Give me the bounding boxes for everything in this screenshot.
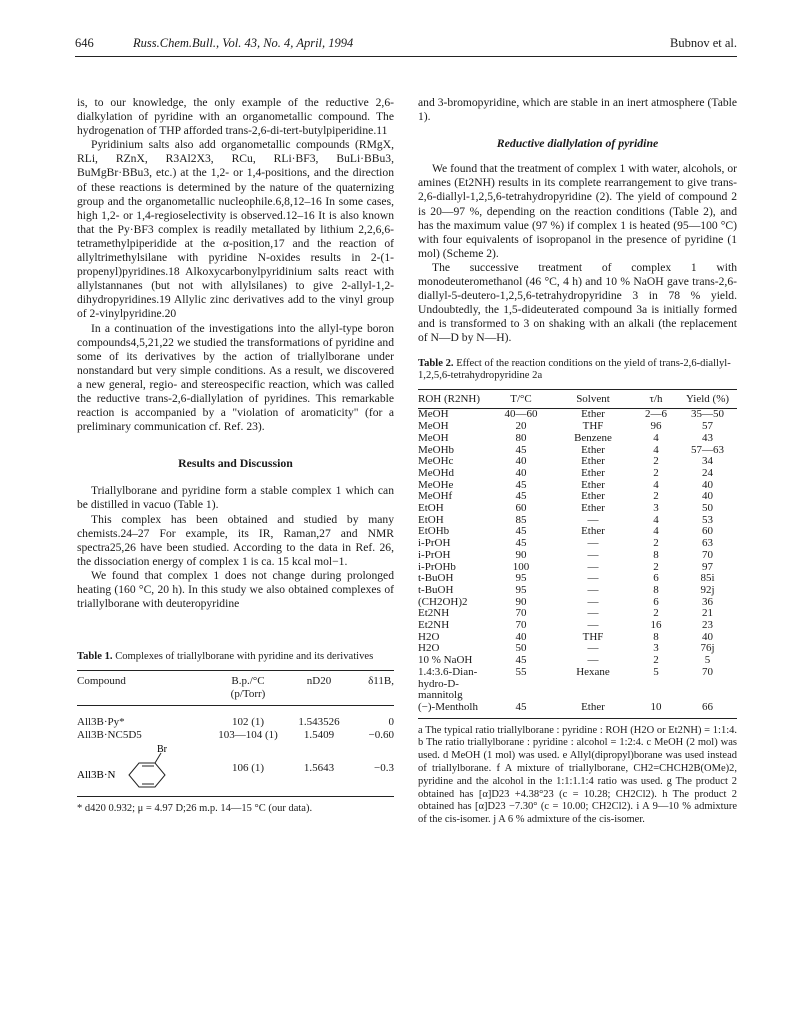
table2-cell: 70 (702, 665, 713, 678)
table2-cell: 70 (515, 619, 527, 632)
table2-cell: — (587, 513, 599, 526)
paragraph: We found that complex 1 does not change during prolonged heating (160 °C, 20 h). In this study we also obtained complexes of triallylborane with deuteropyridine (77, 568, 394, 611)
table2-cell: 40 (702, 630, 713, 643)
table2-cell: 4 (653, 525, 659, 538)
table2-cell: 21 (702, 607, 713, 620)
table2-cell: Ether (581, 408, 605, 421)
table2-cell: 24 (702, 466, 713, 479)
paragraph: We found that the treatment of complex 1 with water, alcohols, or amines (Et2NH) results in its complete rearrangement to give trans-2,6-diallyl-1,2,5,6-tetrahydropyridine (2). The yield of compound 2 is 20—97 %, depending on the reaction conditions (Table 2), and has the maximum value (97 %) if complex 1 is heated (95—100 °C) with four equivalents of isopropanol in the presence of pyridine (1 mol) (Scheme 2). (418, 162, 737, 260)
table1-header-pressure: (p/Torr) (230, 687, 266, 700)
table2-cell: 8 (653, 583, 659, 596)
table2-cell: 92j (700, 583, 715, 596)
table2-cell: 40—60 (504, 408, 538, 421)
table2-cell: 95 (515, 583, 527, 596)
table2-cell: H2O (418, 642, 440, 655)
table-row (418, 409, 737, 421)
table2-cell: — (587, 560, 599, 573)
table2-cell: — (587, 654, 599, 667)
running-header (75, 36, 737, 56)
table1-cell: 1.5643 (289, 742, 349, 797)
table-row (418, 632, 737, 644)
table2-cell: Ether (581, 502, 605, 515)
table2-cell: 10 (634, 702, 678, 718)
table2-header-time: τ/h (634, 389, 678, 409)
table2-cell: i-PrOHb (418, 560, 456, 573)
table2-cell: 97 (702, 560, 713, 573)
table2-cell: 40 (515, 455, 527, 468)
table2-cell: 2 (653, 466, 659, 479)
table2-cell: 2 (653, 490, 659, 503)
table1-footnote: * d420 0.932; μ = 4.97 D;26 m.p. 14—15 °C (our data). (77, 802, 313, 814)
table2-cell: 45 (515, 654, 527, 667)
table2-cell: Ether (581, 466, 605, 479)
structure-prefix: All3B·N (77, 768, 116, 781)
table2-cell: Ether (581, 455, 605, 468)
table2-cell: 4 (653, 478, 659, 491)
table-row (418, 445, 737, 457)
page-number: 646 (75, 36, 94, 50)
table2-cell: — (587, 548, 599, 561)
table2-header-reagent: ROH (R2NH) (418, 389, 490, 409)
left-column (77, 96, 394, 816)
table1-cell: −0.60 (368, 728, 394, 741)
table1-header-nd: nD20 (289, 670, 349, 705)
table2-cell: Ether (581, 478, 605, 491)
paragraph: This complex has been obtained and studied by many chemists.24–27 For example, its IR, Raman,27 and NMR spectra25,26 have been studied. According to the data in Ref. 26, the dissociation energy of complex 1 is ca. 15 kcal mol−1. (77, 512, 394, 568)
table1-header-bp-label: B.p./°C (231, 674, 265, 687)
table2-footnotes: a The typical ratio triallylborane : pyridine : ROH (H2O or Et2NH) = 1:1:4. b The ratio triallylborane : pyridine : alcohol = 1:2:4. c MeOH (2 mol) was used. d MeOH (1 mol) was used. e Allyl(dipropyl)borane was used instead of triallylborane. f A mixture of triallylborane, CH2=CHCH2B(OMe)2, pyridine and the alcohol in the 1:1:1.1:4 ratio was used. g The product 2 obtained has [α]D23 +4.38°23 (c = 10.28; CH2Cl2). h The product 2 obtained has [α]D23 −7.30° (c = 10.00; CH2Cl2). i A 9—10 % admixture of the cis-isomer. j A 6 % admixture of the cis-isomer. (418, 724, 737, 826)
section-heading: Results and Discussion (178, 456, 293, 471)
table2-cell: 90 (515, 548, 527, 561)
table-row (418, 433, 737, 445)
table-row (77, 729, 394, 742)
bromopyridine-structure-drawing (77, 742, 197, 792)
table2-cell: 43 (702, 431, 713, 444)
table-row (418, 468, 737, 480)
table2-cell: (CH2OH)2 (418, 595, 468, 608)
table-row (418, 503, 737, 515)
table1-cell: 102 (1) (231, 715, 265, 728)
right-column (418, 96, 737, 827)
table2-cell: MeOH (418, 431, 449, 444)
table2-cell: 2 (653, 654, 659, 667)
table-row (77, 742, 394, 797)
running-authors: Bubnov et al. (669, 36, 737, 50)
table2-cell: 6 (653, 572, 659, 585)
paragraph: The successive treatment of complex 1 with monodeuteromethanol (46 °C, 4 h) and 10 % NaOH gave trans-2,6-diallyl-5-deutero-1,2,5,6-tetrahydropyridine 3 in 78 % yield. Undoubtedly, the 1,5-dideuterated compound 3a is initially formed and is transformed to 3 on shaking with an alkali (the replacement of N—D by N—H). (418, 260, 737, 345)
paragraph: In a continuation of the investigations into the allyl-type boron compounds4,5,21,22 we studied the transformations of pyridine and some of its derivatives by the action of triallylborane under nonstandard but very simple conditions. As a result, we discovered a new general, regio- and stereospecific reaction, which was called the reductive trans-2,6-diallylation of pyridines. This remarkable reaction is accompanied by a "violation of aromaticity" (for a preliminary communication cf. Ref. 23). (77, 321, 394, 434)
table-row (77, 716, 394, 729)
paragraph: and 3-bromopyridine, which are stable in an inert atmosphere (Table 1). (418, 96, 737, 124)
table2-cell: 4 (653, 443, 659, 456)
table2-cell: 70 (515, 607, 527, 620)
table2-cell: — (587, 537, 599, 550)
table2-cell: THF (582, 420, 604, 433)
table2-cell: 50 (515, 642, 527, 655)
table2-cell: Benzene (574, 431, 612, 444)
bromopyridine-structure (77, 742, 207, 797)
table2-cell: 5 (653, 665, 659, 678)
header-rule (75, 56, 737, 57)
table2-cell: EtOH (418, 513, 444, 526)
table2-cell: 53 (702, 513, 713, 526)
table2-cell: t-BuOH (418, 572, 454, 585)
table2-cell: EtOH (418, 502, 444, 515)
table2-cell: 60 (515, 502, 527, 515)
table-row (418, 585, 737, 597)
table2-cell: 85i (700, 572, 715, 585)
table2-cell: 95 (515, 572, 527, 585)
table2-cell: i-PrOH (418, 548, 451, 561)
table2-cell: 60 (702, 525, 713, 538)
table-row (418, 480, 737, 492)
table2-cell: MeOH (418, 420, 449, 433)
table2-cell: 8 (653, 548, 659, 561)
table1-cell: All3B·NC5D5 (77, 728, 142, 741)
table2-cell: 16 (650, 619, 662, 632)
table2-cell: 2 (653, 560, 659, 573)
paragraph: Pyridinium salts also add organometallic compounds (RMgX, RLi, RZnX, R3Al2X3, RCu, RLi·BF3, BuLi·BBu3, BuMgBr·BBu3, etc.) at the 1,2- or 1,4-positions, and the direction of these reactions is determined by the nature of the quaternizing group and the organometallic nucleophile.6,8,12–16 In some cases, high 1,2- or 1,4-regioselectivity is observed.12–16 It is also known that the Py·BF3 complex is readily metallated by lithium 2,2,6,6-tetramethylpiperidide at the α-position,17 and the reaction of allyltrimethylsilane with pyridine N-oxides results in 2-(1-propenyl)pyridines.18 Alkoxycarbonylpyridinium salts react with allylstannanes (but not with allylsilanes) to give 2-allyl-1,2-dihydropyridines.19 Allylic zinc derivatives add to the vinyl group of 2-vinylpyridine.20 (77, 138, 394, 321)
table-row (418, 526, 737, 538)
table2-cell: 76j (700, 642, 715, 655)
table-row (418, 562, 737, 574)
table1-cell: 1.5409 (303, 728, 335, 741)
table2-cell: MeOHf (418, 490, 453, 503)
table2-cell: 40 (515, 630, 527, 643)
table2 (418, 389, 737, 719)
table2-header-yield: Yield (%) (678, 389, 737, 409)
table2-cell: 66 (678, 702, 737, 718)
table2-caption (418, 358, 737, 383)
table2-cell: 3 (653, 642, 659, 655)
subsection-heading: Reductive diallylation of pyridine (496, 136, 659, 151)
table1-cell: 103—104 (1) (218, 728, 278, 741)
table2-cell: t-BuOH (418, 583, 454, 596)
table2-cell: Et2NH (418, 607, 450, 620)
table-row (418, 597, 737, 609)
table-row (418, 550, 737, 562)
table-row (418, 456, 737, 468)
table2-cell: MeOHe (418, 478, 454, 491)
paragraph: is, to our knowledge, the only example of the reductive 2,6-dialkylation of pyridine with an organometallic compound. The hydrogenation of THP afforded trans-2,6-di-tert-butylpiperidine.11 (77, 96, 394, 138)
table2-cell: EtOHb (418, 525, 450, 538)
table2-cell: 70 (702, 548, 713, 561)
table2-cell: 4 (653, 431, 659, 444)
table1-header-compound: Compound (77, 670, 207, 705)
table2-cell: Ether (581, 525, 605, 538)
table2-cell: 1.4:3.6-Dian-hydro-D-mannitolg (418, 665, 478, 702)
table2-cell: 4 (653, 513, 659, 526)
table2-cell: 57 (702, 420, 713, 433)
structure-substituent: Br (157, 743, 167, 755)
table2-cell: — (587, 572, 599, 585)
table2-cell: 34 (702, 455, 713, 468)
table2-cell: 40 (702, 478, 713, 491)
table2-cell: 2—6 (645, 408, 667, 421)
table2-cell: THF (582, 630, 604, 643)
table-row (418, 620, 737, 632)
table2-cell: 40 (515, 466, 527, 479)
pyridine-ring (129, 763, 165, 787)
table2-cell: 35—50 (691, 408, 724, 421)
table2-cell: — (587, 583, 599, 596)
table2-cell: 96 (650, 420, 662, 433)
table-row (418, 702, 737, 718)
table2-cell: Et2NH (418, 619, 450, 632)
table2-cell: 90 (515, 595, 527, 608)
table2-cell: 45 (515, 490, 527, 503)
table2-cell: — (587, 619, 599, 632)
table1-cell: 0 (388, 715, 394, 728)
table2-cell: MeOHc (418, 455, 454, 468)
table2-cell: MeOH (418, 408, 449, 421)
table2-cell: 8 (653, 630, 659, 643)
table2-cell: MeOHb (418, 443, 455, 456)
table2-cell: 55 (515, 665, 527, 678)
table2-caption-label: Table 2. (418, 357, 454, 369)
table1-header-shift: δ11B, (349, 670, 394, 705)
table1-header-bp (207, 670, 289, 705)
table2-cell: Ether (581, 443, 605, 456)
table2-cell: 50 (702, 502, 713, 515)
table2-body (418, 409, 737, 718)
table2-cell: 2 (653, 455, 659, 468)
table2-cell: Ether (552, 702, 634, 718)
table2-cell: 5 (704, 654, 711, 667)
table2-cell: i-PrOH (418, 537, 451, 550)
table2-cell: 45 (515, 478, 527, 491)
table2-cell: Ether (581, 490, 605, 503)
table2-cell: — (587, 607, 599, 620)
table-row (418, 667, 737, 702)
table2-cell: 57—63 (691, 443, 724, 456)
table2-cell: 20 (515, 420, 527, 433)
table1-cell: −0.3 (349, 742, 394, 797)
table2-cell: 6 (653, 595, 659, 608)
table2-cell: 45 (490, 702, 552, 718)
table2-caption-text: Effect of the reaction conditions on the yield of trans-2,6-diallyl-1,2,5,6-tetrahydropyridine 2a (418, 357, 731, 382)
table1-cell: All3B·Py* (77, 715, 125, 728)
table-row (418, 538, 737, 550)
table1-caption-text: Complexes of triallylborane with pyridine and its derivatives (115, 651, 374, 663)
table-row (418, 515, 737, 527)
table-row (418, 608, 737, 620)
table-row (418, 573, 737, 585)
table1 (77, 670, 394, 797)
table2-cell: H2O (418, 630, 440, 643)
table1-caption-label: Table 1. (77, 651, 113, 663)
table2-cell: 2 (653, 537, 659, 550)
table2-header-solvent: Solvent (552, 389, 634, 409)
table1-cell: 1.543526 (298, 715, 340, 728)
table2-cell: 100 (512, 560, 530, 573)
paragraph: Triallylborane and pyridine form a stable complex 1 which can be distilled in vacuo (Table 1). (77, 484, 394, 512)
table2-cell: 45 (515, 525, 527, 538)
table2-cell: 3 (653, 502, 659, 515)
table2-cell: 80 (515, 431, 527, 444)
table2-header-temperature: T/°C (490, 389, 552, 409)
table2-cell: 2 (653, 607, 659, 620)
table2-cell: (−)-Mentholh (418, 702, 490, 718)
table2-cell: 36 (702, 595, 713, 608)
table-row (418, 491, 737, 503)
table2-cell: Hexane (576, 665, 610, 678)
table2-cell: 23 (702, 619, 713, 632)
table1-caption (77, 651, 394, 664)
journal-reference: Russ.Chem.Bull., Vol. 43, No. 4, April, 1994 (133, 36, 354, 50)
table1-cell: 106 (1) (207, 742, 289, 797)
table2-cell: 40 (702, 490, 713, 503)
table2-cell: 10 % NaOH (418, 654, 473, 667)
table2-cell: 45 (515, 537, 527, 550)
table2-cell: 45 (515, 443, 527, 456)
table2-cell: 63 (702, 537, 713, 550)
table2-cell: MeOHd (418, 466, 455, 479)
table2-cell: — (587, 642, 599, 655)
table2-cell: 85 (515, 513, 527, 526)
table2-cell: — (587, 595, 599, 608)
